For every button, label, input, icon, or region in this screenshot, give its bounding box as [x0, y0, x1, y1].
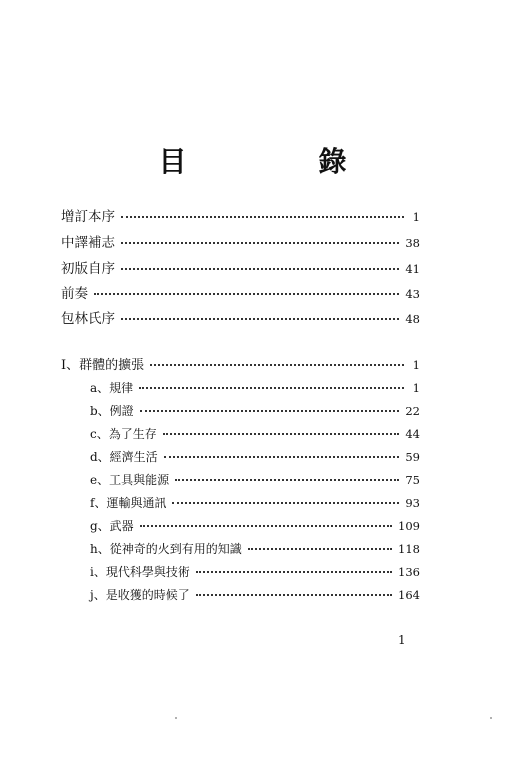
- dot-leader: [121, 256, 399, 270]
- dot-leader: [196, 582, 392, 596]
- toc-entry-page: 44: [405, 427, 420, 441]
- page-number: 1: [398, 633, 406, 647]
- dot-leader: [150, 352, 404, 366]
- toc-section-entry[interactable]: [90, 585, 420, 604]
- toc-entry-page: 109: [398, 519, 420, 533]
- toc-entry-page: 118: [398, 542, 420, 556]
- toc-entry-label: j、是收獲的時候了: [90, 588, 190, 602]
- toc-entry-label: c、為了生存: [90, 427, 157, 441]
- toc-entry-page: 43: [405, 287, 420, 301]
- dot-leader: [163, 421, 400, 435]
- scan-speck: [490, 717, 492, 719]
- toc-entry-page: 93: [405, 496, 420, 510]
- dot-leader: [121, 204, 404, 218]
- toc-entry-page: 22: [405, 404, 420, 418]
- toc-entry-label: 初版自序: [61, 261, 115, 277]
- toc-section-entry[interactable]: [90, 516, 420, 535]
- toc-entry-label: g、武器: [90, 519, 134, 533]
- dot-leader: [248, 536, 392, 550]
- scan-speck: [175, 717, 177, 719]
- dot-leader: [172, 490, 399, 504]
- page-title: 目 錄: [158, 145, 399, 178]
- toc-entry-label: h、從神奇的火到有用的知識: [90, 542, 242, 556]
- dot-leader: [140, 513, 392, 527]
- toc-section-entry[interactable]: [90, 424, 420, 443]
- dot-leader: [164, 444, 400, 458]
- toc-entry-page: 136: [398, 565, 420, 579]
- toc-entry-label: Ⅰ、群體的擴張: [61, 358, 145, 373]
- toc-section-entry[interactable]: [90, 447, 420, 466]
- toc-entry[interactable]: [61, 233, 420, 252]
- dot-leader: [121, 230, 399, 244]
- dot-leader: [94, 281, 399, 295]
- toc-entry-label: 增訂本序: [61, 209, 115, 225]
- toc-entry-label: b、例證: [90, 404, 134, 418]
- toc-section-entry[interactable]: [90, 470, 420, 489]
- toc-entry-page: 1: [412, 358, 420, 372]
- dot-leader: [175, 467, 399, 481]
- toc-section-entry[interactable]: [90, 539, 420, 558]
- toc-entry-label: f、運輸與通訊: [90, 496, 167, 510]
- dot-leader: [140, 398, 400, 412]
- toc-section-entry[interactable]: [90, 378, 420, 397]
- toc-entry[interactable]: [61, 259, 420, 278]
- toc-entry[interactable]: [61, 207, 420, 226]
- toc-section-entry[interactable]: [90, 493, 420, 512]
- toc-entry-page: 75: [405, 473, 420, 487]
- toc-entry[interactable]: [61, 309, 420, 328]
- toc-entry-label: d、經濟生活: [90, 450, 158, 464]
- toc-section-entry[interactable]: [90, 562, 420, 581]
- toc-section-entry[interactable]: [90, 401, 420, 420]
- toc-entry-label: i、現代科學與技術: [90, 565, 190, 579]
- toc-entry-page: 38: [405, 236, 420, 250]
- toc-entry-label: 中譯補志: [61, 235, 115, 251]
- toc-entry-page: 59: [405, 450, 420, 464]
- toc-entry-label: e、工具與能源: [90, 473, 170, 487]
- toc-entry[interactable]: [61, 284, 420, 303]
- dot-leader: [139, 375, 404, 389]
- toc-entry-label: a、規律: [90, 381, 134, 395]
- toc-entry-page: 164: [398, 588, 420, 602]
- toc-entry-page: 1: [412, 381, 420, 395]
- dot-leader: [196, 559, 392, 573]
- toc-entry-page: 48: [405, 312, 420, 326]
- toc-entry-page: 1: [412, 210, 420, 224]
- toc-chapter-entry[interactable]: [61, 355, 420, 375]
- toc-entry-label: 包林氏序: [61, 311, 115, 327]
- toc-entry-page: 41: [405, 262, 420, 276]
- toc-entry-label: 前奏: [61, 286, 88, 302]
- dot-leader: [121, 306, 399, 320]
